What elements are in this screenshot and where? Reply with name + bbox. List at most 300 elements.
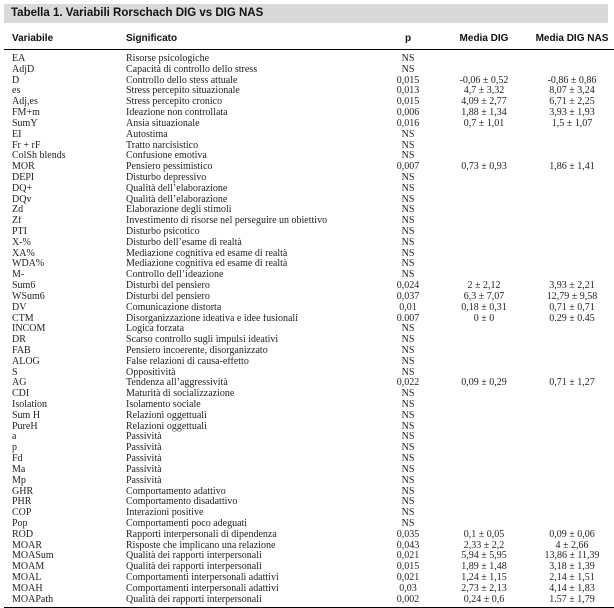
cell-significato: Scarso controllo sugli impulsi ideativi: [126, 335, 279, 346]
table-row: [4, 443, 614, 454]
table-row: [4, 184, 614, 195]
table-row: [4, 562, 614, 573]
cell-media-dig-nas: [528, 335, 614, 346]
cell-variabile: MOAR: [12, 540, 43, 551]
cell-significato: False relazioni di causa-effetto: [126, 356, 249, 367]
table-row: [4, 216, 614, 227]
cell-variabile: MOAL: [12, 573, 42, 583]
table-row: [4, 303, 614, 314]
cell-media-dig-nas: [528, 497, 614, 508]
cell-significato: Ideazione non controllata: [126, 108, 228, 119]
cell-p: NS: [401, 324, 415, 335]
cell-p: 0,022: [396, 378, 420, 389]
cell-p: NS: [401, 410, 415, 421]
cell-media-dig-nas: -0,86 ± 0,86: [547, 75, 597, 86]
cell-media-dig-nas: [528, 184, 614, 195]
table-row: [4, 378, 614, 389]
cell-p: NS: [401, 64, 415, 75]
cell-media-dig: 0,09 ± 0,29: [461, 378, 507, 389]
cell-p: 0,002: [376, 595, 440, 608]
cell-significato: Comportamenti interpersonali adattivi: [126, 573, 279, 583]
cell-media-dig-nas: [528, 476, 614, 487]
cell-p: NS: [401, 53, 415, 64]
cell-significato: Comportamento disadattivo: [126, 497, 238, 508]
table-row: [4, 476, 614, 487]
cell-variabile: MOR: [12, 162, 35, 173]
cell-variabile: PureH: [12, 421, 38, 432]
cell-significato: Comportamento adattivo: [126, 486, 226, 497]
cell-media-dig: [440, 389, 528, 400]
cell-media-dig-nas: 12,79 ± 9,58: [546, 291, 598, 302]
cell-p: NS: [401, 464, 415, 475]
cell-significato: Risorse psicologiche: [126, 53, 210, 64]
cell-significato: Relazioni oggettuali: [126, 410, 207, 421]
cell-p: NS: [401, 205, 415, 216]
cell-p: NS: [401, 227, 415, 237]
cell-media-dig: [440, 346, 528, 357]
cell-p: NS: [401, 367, 415, 378]
cell-variabile: Zd: [12, 205, 24, 216]
cell-media-dig: [440, 195, 528, 206]
cell-p: 0,006: [396, 108, 420, 119]
cell-variabile: es: [12, 86, 21, 97]
cell-media-dig: [440, 205, 528, 216]
cell-media-dig: 0,7 ± 1,01: [463, 118, 505, 129]
cell-significato: Qualità dei rapporti interpersonali: [126, 551, 262, 562]
cell-variabile: PTI: [12, 227, 27, 237]
cell-variabile: DV: [12, 302, 27, 313]
cell-variabile: SumY: [12, 118, 38, 129]
cell-variabile: Pop: [12, 518, 28, 529]
cell-significato: Qualità dei rapporti interpersonali: [126, 595, 376, 608]
cell-significato: Disturbi del pensiero: [126, 281, 210, 292]
table-row: [4, 97, 614, 108]
table-row: [4, 357, 614, 368]
cell-media-dig: 1,24 ± 1,15: [461, 573, 507, 583]
cell-variabile: ALOG: [12, 356, 40, 367]
cell-p: 0,015: [396, 75, 420, 86]
cell-variabile: AdjD: [12, 64, 35, 75]
cell-p: NS: [401, 270, 415, 281]
cell-media-dig-nas: 8,07 ± 3,24: [549, 86, 595, 97]
cell-media-dig: 4,7 ± 3,32: [463, 86, 505, 97]
table-row: [4, 368, 614, 379]
table-row: [4, 50, 614, 65]
cell-media-dig: [440, 238, 528, 249]
cell-media-dig: [440, 454, 528, 465]
cell-p: 0,03: [399, 583, 417, 594]
cell-media-dig: [440, 432, 528, 443]
cell-media-dig: 0,1 ± 0,05: [463, 529, 505, 540]
table-row: [4, 454, 614, 465]
cell-media-dig-nas: [528, 205, 614, 216]
table-row: [4, 130, 614, 141]
cell-media-dig-nas: [528, 141, 614, 152]
cell-significato: Autostima: [126, 129, 168, 140]
table-row: [4, 324, 614, 335]
cell-media-dig-nas: [528, 227, 614, 238]
cell-media-dig: [440, 508, 528, 519]
cell-media-dig: [440, 497, 528, 508]
cell-significato: Confusione emotiva: [126, 151, 207, 162]
cell-p: NS: [401, 432, 415, 443]
cell-p: NS: [401, 183, 415, 194]
cell-media-dig: [440, 357, 528, 368]
cell-significato: Risposte che implicano una relazione: [126, 540, 276, 551]
cell-p: NS: [401, 151, 415, 162]
cell-p: 0,037: [396, 291, 420, 302]
cell-media-dig: [440, 173, 528, 184]
cell-variabile: DEPI: [12, 172, 35, 183]
cell-variabile: CTM: [12, 313, 34, 324]
cell-media-dig: [440, 335, 528, 346]
cell-variabile: XA%: [12, 248, 35, 259]
cell-p: NS: [401, 454, 415, 465]
table-row: [4, 281, 614, 292]
cell-significato: Disorganizzazione ideativa e idee fusionali: [126, 313, 298, 324]
cell-media-dig: [440, 216, 528, 227]
cell-significato: Stress percepito cronico: [126, 97, 223, 108]
cell-media-dig: 2,33 ± 2,2: [463, 540, 505, 551]
cell-significato: Relazioni oggettuali: [126, 421, 207, 432]
table-row: [4, 432, 614, 443]
cell-p: NS: [401, 389, 415, 400]
cell-media-dig-nas: 4 ± 2,66: [555, 540, 589, 551]
cell-media-dig: 4,09 ± 2,77: [461, 97, 507, 108]
header-row: [4, 33, 614, 50]
cell-media-dig-nas: 2,14 ± 1,51: [549, 573, 595, 583]
cell-variabile: Sum H: [12, 410, 41, 421]
cell-variabile: MOAPath: [4, 595, 126, 608]
cell-media-dig: [440, 368, 528, 379]
cell-variabile: DQv: [12, 194, 32, 205]
cell-p: NS: [401, 443, 415, 454]
cell-variabile: Sum6: [12, 281, 36, 292]
cell-variabile: p: [12, 443, 17, 454]
cell-significato: Controllo dell’ideazione: [126, 270, 224, 281]
cell-media-dig-nas: 0,71 ± 0,71: [549, 302, 595, 313]
cell-variabile: ROD: [12, 529, 34, 540]
cell-media-dig-nas: [528, 368, 614, 379]
cell-p: 0,021: [396, 573, 420, 583]
cell-variabile: a: [12, 432, 17, 443]
cell-p: 0,007: [396, 162, 420, 173]
cell-p: 0,015: [396, 562, 420, 573]
cell-media-dig: [440, 400, 528, 411]
cell-media-dig: [440, 443, 528, 454]
table-row: [4, 173, 614, 184]
cell-variabile: COP: [12, 508, 32, 519]
table-row: [4, 141, 614, 152]
cell-media-dig-nas: [528, 454, 614, 465]
cell-media-dig-nas: 3,93 ± 2,21: [549, 281, 595, 292]
cell-variabile: PHR: [12, 497, 32, 508]
cell-media-dig-nas: 1.57 ± 1,79: [528, 595, 614, 608]
cell-media-dig: 0,24 ± 0,6: [440, 595, 528, 608]
table-body: [4, 50, 614, 608]
cell-media-dig: 0,18 ± 0,31: [461, 302, 507, 313]
cell-media-dig: [440, 65, 528, 76]
table-row: [4, 389, 614, 400]
cell-media-dig: [440, 130, 528, 141]
table-row: [4, 205, 614, 216]
cell-variabile: Fd: [12, 454, 23, 465]
table-row: [4, 465, 614, 476]
cell-media-dig: -0,06 ± 0,52: [459, 75, 509, 86]
cell-media-dig-nas: [528, 346, 614, 357]
cell-media-dig-nas: 0,71 ± 1,27: [549, 378, 595, 389]
cell-media-dig: [440, 476, 528, 487]
cell-media-dig-nas: [528, 411, 614, 422]
cell-significato: Passività: [126, 443, 162, 454]
table-row: [4, 227, 614, 238]
cell-p: NS: [401, 486, 415, 497]
cell-p: NS: [401, 140, 415, 151]
table-row: [4, 584, 614, 595]
table-row: [4, 346, 614, 357]
cell-significato: Ansia situazionale: [126, 118, 200, 129]
table-row: [4, 238, 614, 249]
cell-media-dig: [440, 151, 528, 162]
cell-significato: Logica forzata: [126, 324, 185, 335]
cell-significato: Passività: [126, 454, 162, 465]
cell-significato: Pensiero incoerente, disorganizzato: [126, 345, 268, 356]
cell-variabile: D: [12, 75, 20, 86]
table-row: [4, 195, 614, 206]
table-row: [4, 497, 614, 508]
cell-p: 0,013: [396, 86, 420, 97]
table-header: [4, 33, 614, 50]
cell-significato: Passività: [126, 475, 162, 486]
cell-media-dig-nas: [528, 151, 614, 162]
cell-media-dig: [440, 411, 528, 422]
cell-p: 0,024: [396, 281, 420, 292]
cell-significato: Investimento di risorse nel perseguire un obiettivo: [126, 216, 328, 227]
cell-p: NS: [401, 475, 415, 486]
cell-significato: Controllo dello stess attuale: [126, 75, 238, 86]
cell-p: 0.007: [396, 313, 420, 324]
cell-media-dig: 5,94 ± 5,95: [461, 551, 507, 562]
cell-media-dig: [440, 324, 528, 335]
cell-p: NS: [401, 400, 415, 410]
cell-variabile: Ma: [12, 464, 26, 475]
cell-media-dig: [440, 422, 528, 433]
cell-variabile: MOAM: [12, 562, 45, 573]
table-row: [4, 530, 614, 541]
header-variabile: Variabile: [4, 33, 126, 50]
table-row: [4, 519, 614, 530]
cell-variabile: Zf: [12, 216, 22, 227]
cell-significato: Capacità di controllo dello stress: [126, 64, 258, 75]
cell-p: NS: [401, 248, 415, 259]
cell-media-dig-nas: [528, 487, 614, 498]
cell-variabile: MOASum: [12, 551, 54, 562]
cell-p: NS: [401, 216, 415, 227]
table-row: [4, 541, 614, 552]
cell-variabile: DR: [12, 335, 26, 346]
cell-media-dig-nas: [528, 173, 614, 184]
cell-media-dig: 0,73 ± 0,93: [461, 162, 507, 173]
table-row: [4, 86, 614, 97]
cell-media-dig-nas: 0.29 ± 0.45: [549, 313, 595, 324]
cell-p: 0,01: [399, 302, 417, 313]
cell-media-dig-nas: [528, 270, 614, 281]
cell-variabile: DQ+: [12, 183, 33, 194]
cell-media-dig: [440, 519, 528, 530]
cell-media-dig-nas: [528, 443, 614, 454]
cell-significato: Mediazione cognitiva ed esame di realtà: [126, 259, 288, 270]
cell-p: 0,043: [396, 540, 420, 551]
cell-significato: Passività: [126, 432, 162, 443]
cell-media-dig-nas: [528, 249, 614, 260]
cell-variabile: GHR: [12, 486, 34, 497]
cell-variabile: X-%: [12, 237, 31, 248]
table-title: Tabella 1. Variabili Rorschach DIG vs DIG NAS: [4, 4, 608, 23]
header-p: p: [376, 33, 440, 50]
cell-media-dig: [440, 141, 528, 152]
cell-significato: Mediazione cognitiva ed esame di realtà: [126, 248, 288, 259]
cell-media-dig-nas: [528, 508, 614, 519]
table-row: [4, 422, 614, 433]
table-row: [4, 119, 614, 130]
cell-p: 0,016: [396, 118, 420, 129]
cell-media-dig: 0 ± 0: [473, 313, 495, 324]
cell-p: NS: [401, 356, 415, 367]
header-media-dig: Media DIG: [440, 33, 528, 50]
cell-media-dig-nas: [528, 259, 614, 270]
cell-media-dig-nas: 0,09 ± 0,06: [549, 529, 595, 540]
table-row: [4, 487, 614, 498]
cell-p: NS: [401, 497, 415, 508]
cell-media-dig-nas: [528, 389, 614, 400]
table-row: [4, 508, 614, 519]
table-row: [4, 573, 614, 584]
cell-significato: Comunicazione distorta: [126, 302, 222, 313]
cell-media-dig: 2 ± 2,12: [467, 281, 501, 292]
cell-media-dig-nas: 3,18 ± 1,39: [549, 562, 595, 573]
cell-p: NS: [401, 259, 415, 270]
cell-significato: Disturbi del pensiero: [126, 291, 210, 302]
cell-media-dig-nas: 6,71 ± 2,25: [549, 97, 595, 108]
cell-media-dig: [440, 249, 528, 260]
cell-p: NS: [401, 172, 415, 183]
table-figure: [4, 4, 609, 605]
cell-media-dig: [440, 270, 528, 281]
table-row: [4, 335, 614, 346]
cell-p: NS: [401, 508, 415, 519]
cell-media-dig: [440, 227, 528, 238]
cell-media-dig-nas: [528, 216, 614, 227]
cell-significato: Qualità dell’elaborazione: [126, 194, 228, 205]
table-row: [4, 249, 614, 260]
cell-p: NS: [401, 518, 415, 529]
cell-media-dig-nas: [528, 238, 614, 249]
cell-media-dig-nas: [528, 50, 614, 65]
table-row: [4, 411, 614, 422]
cell-variabile: Adj,es: [12, 97, 38, 108]
cell-significato: Passività: [126, 464, 162, 475]
cell-variabile: Mp: [12, 475, 26, 486]
cell-significato: Comportamenti interpersonali adattivi: [126, 583, 279, 594]
cell-media-dig: 6,3 ± 7,07: [463, 291, 505, 302]
cell-significato: Maturità di socializzazione: [126, 389, 235, 400]
cell-p: NS: [401, 237, 415, 248]
cell-significato: Pensiero pessimistico: [126, 162, 213, 173]
cell-variabile: CDI: [12, 389, 30, 400]
cell-p: 0,035: [396, 529, 420, 540]
cell-media-dig-nas: [528, 357, 614, 368]
cell-media-dig-nas: [528, 195, 614, 206]
cell-variabile: FAB: [12, 345, 31, 356]
cell-media-dig: [440, 259, 528, 270]
cell-significato: Elaborazione degli stimoli: [126, 205, 232, 216]
cell-significato: Isolamento sociale: [126, 400, 201, 410]
cell-variabile: WSum6: [12, 291, 45, 302]
cell-media-dig-nas: 1,5 ± 1,07: [551, 118, 593, 129]
cell-significato: Tendenza all’aggressività: [126, 378, 228, 389]
cell-p: NS: [401, 129, 415, 140]
header-significato: Significato: [126, 33, 376, 50]
cell-significato: Rapporti interpersonali di dipendenza: [126, 529, 277, 540]
rorschach-table: [4, 33, 614, 608]
cell-media-dig: [440, 465, 528, 476]
table-row: [4, 270, 614, 281]
cell-p: NS: [401, 345, 415, 356]
table-row: [4, 108, 614, 119]
table-row: [4, 259, 614, 270]
cell-variabile: ColSh blends: [12, 151, 66, 162]
cell-media-dig-nas: [528, 432, 614, 443]
cell-p: NS: [401, 335, 415, 346]
cell-variabile: FM+m: [12, 108, 40, 119]
cell-media-dig-nas: [528, 465, 614, 476]
cell-variabile: MOAH: [12, 583, 43, 594]
table-row: [4, 65, 614, 76]
cell-media-dig-nas: [528, 400, 614, 411]
cell-media-dig: [440, 50, 528, 65]
cell-media-dig-nas: 3,93 ± 1,93: [549, 108, 595, 119]
cell-p: 0,015: [396, 97, 420, 108]
cell-significato: Interazioni positive: [126, 508, 204, 519]
cell-significato: Disturbo depressivo: [126, 172, 207, 183]
table-row: [4, 151, 614, 162]
cell-media-dig-nas: 13,86 ± 11,39: [544, 551, 600, 562]
cell-significato: Disturbo dell’esame di realtà: [126, 237, 242, 248]
cell-significato: Stress percepito situazionale: [126, 86, 240, 97]
cell-variabile: M-: [12, 270, 25, 281]
table-row: [4, 292, 614, 303]
cell-significato: Qualità dei rapporti interpersonali: [126, 562, 262, 573]
cell-media-dig: [440, 487, 528, 498]
cell-variabile: S: [12, 367, 18, 378]
cell-significato: Tratto narcisistico: [126, 140, 199, 151]
table-row: [4, 551, 614, 562]
cell-p: NS: [401, 421, 415, 432]
header-media-dig-nas: Media DIG NAS: [528, 33, 614, 50]
cell-variabile: INCOM: [12, 324, 46, 335]
cell-media-dig: [440, 184, 528, 195]
cell-p: NS: [401, 194, 415, 205]
cell-media-dig-nas: [528, 422, 614, 433]
cell-media-dig-nas: 4,14 ± 1,83: [549, 583, 595, 594]
cell-media-dig: 1,88 ± 1,34: [461, 108, 507, 119]
cell-variabile: Fr + rF: [12, 140, 41, 151]
cell-variabile: Isolation: [12, 400, 47, 410]
cell-variabile: EI: [12, 129, 22, 140]
cell-variabile: EA: [12, 53, 26, 64]
cell-media-dig-nas: 1,86 ± 1,41: [549, 162, 595, 173]
cell-media-dig: 2,73 ± 2,13: [461, 583, 507, 594]
